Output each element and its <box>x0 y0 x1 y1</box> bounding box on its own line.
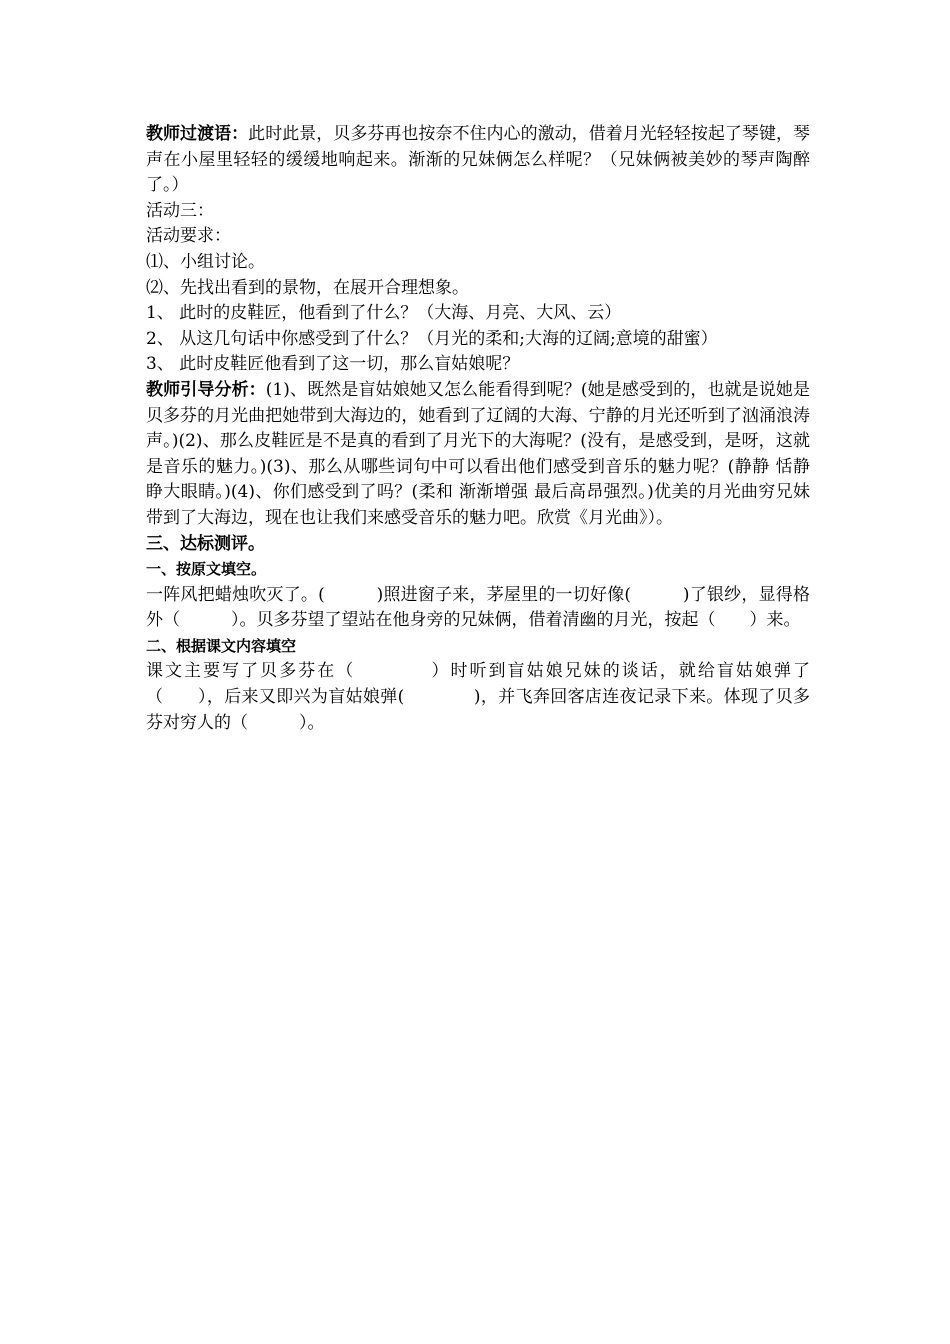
question-2: 2、 从这几句话中你感受到了什么？（月光的柔和;大海的辽阔;意境的甜蜜） <box>146 328 718 349</box>
question-3: 3、 此时皮鞋匠他看到了这一切，那么盲姑娘呢？ <box>146 354 520 375</box>
analysis-paragraph <box>146 378 810 532</box>
requirement-1: ⑴、小组讨论。 <box>146 251 265 272</box>
exercise-1-title: 一、按原文填空。 <box>146 560 267 579</box>
exercise-2-text: 课文主要写了贝多芬在（ ）时听到盲姑娘兄妹的谈话，就给盲姑娘弹了（ ），后来又即兴为盲姑娘弹( )，并飞奔回客店连夜记录下来。体现了贝多芬对穷人的（ ）。 <box>146 661 810 733</box>
document-body <box>146 122 810 736</box>
analysis-text: (1)、既然是盲姑娘她又怎么能看得到呢？(她是感受到的，也就是说她是贝多芬的月光曲把她带到大海边的，她看到了辽阔的大海、宁静的月光还听到了汹涌浪涛声。)(2)、那么皮鞋匠是不是真的看到了月光下的大海呢？(没有，是感受到，是呀，这就是音乐的魅力。)(3)、那么从哪些词句中可以看出他们感受到音乐的魅力呢？(静静 恬静 睁大眼睛。)(4)、你们感受到了吗？(柔和 渐渐增强 最后高昂强烈。)优美的月光曲穷兄妹带到了大海边，现在也让我们来感受音乐的魅力吧。欣赏《月光曲》）。 <box>146 379 811 528</box>
analysis-label: 教师引导分析： <box>146 379 266 400</box>
transition-paragraph <box>146 122 810 199</box>
transition-label: 教师过渡语： <box>146 124 249 144</box>
exercise-1-text: 一阵风把蜡烛吹灭了。( )照进窗子来，茅屋里的一切好像( )了银纱，显得格外（ ）。贝多芬望了望站在他身旁的兄妹俩，借着清幽的月光，按起（ ）来。 <box>146 584 810 631</box>
requirement-2: ⑵、先找出看到的景物，在展开合理想象。 <box>146 277 469 298</box>
activity-title: 活动三： <box>146 200 214 221</box>
exercise-2-title: 二、根据课文内容填空 <box>146 636 297 655</box>
activity-requirements-title: 活动要求： <box>146 226 231 247</box>
question-1: 1、 此时的皮鞋匠，他看到了什么？（大海、月亮、大风、云） <box>146 303 622 324</box>
transition-text: 此时此景，贝多芬再也按奈不住内心的激动，借着月光轻轻按起了琴键，琴声在小屋里轻轻的缓缓地响起来。渐渐的兄妹俩怎么样呢？（兄妹俩被美妙的琴声陶醉了。） <box>146 124 811 196</box>
section-3-title: 三、达标测评。 <box>146 533 265 554</box>
